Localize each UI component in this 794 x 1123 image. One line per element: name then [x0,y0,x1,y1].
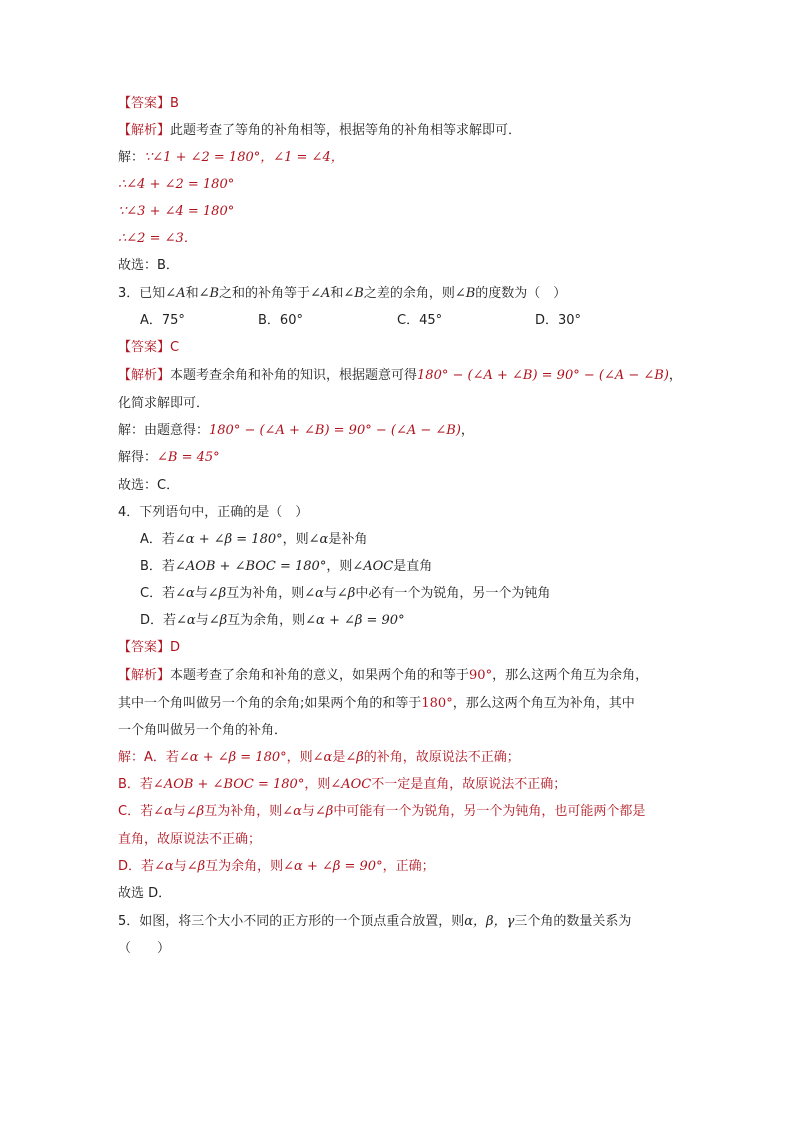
analysis-text: ， [668,368,682,383]
solution-text: ，则 [286,750,313,765]
q4-stem: 4．下列语句中，正确的是（ ） [118,505,309,520]
q2-choose-line: 故选：B． [118,258,179,273]
option-math: ∠β [208,613,228,628]
option-text: 是直角 [393,559,433,574]
stem-text: 的度数为（ ） [475,286,567,301]
option-text: 与 [194,586,208,601]
solution-text: 与 [173,859,187,874]
option-math: ∠α + ∠β = 90° [305,613,405,628]
analysis-text: ，那么这两个角互为补角，其中 [452,696,635,711]
option-math: ∠α [308,532,329,547]
solution-math: ∠β [186,859,206,874]
analysis-math: 180° [421,696,453,711]
solution-text: ，则 [304,777,331,792]
option-math: ∠β [336,586,356,601]
solution-math: ∠AOB + ∠BOC = 180° [152,777,305,792]
solution-text: 解：由题意得： [118,423,210,438]
q3-solution-line-2 [118,448,220,468]
option-text: A．若 [140,532,175,547]
stem-text: 和 [185,286,199,301]
solution-math: ∠AOC [330,777,372,792]
stem-text: 5．如图，将三个大小不同的正方形的一个顶点重合放置，则 [118,914,465,929]
solution-text: ，正确； [382,859,435,874]
solution-math: ∠β [314,804,334,819]
analysis-text: 本题考查余角和补角的知识，根据题意可得 [170,368,418,383]
solution-text: D．若 [118,859,155,874]
solution-math: ∠α [312,750,333,765]
solution-text: C．若 [118,804,154,819]
option-a: A．75° [140,313,185,328]
option-math: ∠AOB + ∠BOC = 180° [174,559,327,574]
stem-math: α，β，γ [464,914,515,929]
solution-math: ∠α [154,859,174,874]
solution-text: ， [460,423,474,438]
q4-analysis-line-1 [118,666,648,686]
option-text: 与 [323,586,337,601]
option-text: 与 [195,613,209,628]
answer-value: D [170,640,181,655]
q3-choose-line: 故选：C． [118,478,180,493]
analysis-tag: 【解析】 [118,123,171,138]
solution-text: 中可能有一个为锐角，另一个为钝角，也可能两个都是 [333,804,646,819]
option-text: ，则 [282,532,309,547]
analysis-math: 90° [469,668,493,683]
option-math: ∠α + ∠β = 180° [174,532,283,547]
stem-text: 三个角的数量关系为 [514,914,632,929]
option-text: ，则 [326,559,353,574]
solution-math: ∠α [282,804,302,819]
q3-analysis-line-2: 化简求解即可． [118,396,210,411]
solution-text: 与 [301,804,315,819]
stem-math: ∠B [198,286,220,301]
question-number: 3． [118,286,140,301]
option-c: C．45° [397,313,443,328]
stem-text: 和 [330,286,344,301]
stem-math: ∠A [310,286,331,301]
q4-solution-d [118,857,435,877]
option-math: ∠α [176,613,196,628]
solution-text: 解得： [118,450,158,465]
q2-analysis-line [118,121,521,141]
option-text: 互为余角，则 [227,613,306,628]
answer-tag: 【答案】 [118,340,171,355]
q5-stem-line-1 [118,912,631,932]
q4-option-b [140,557,432,577]
stem-text: 之和的补角等于 [219,286,311,301]
solution-text: B．若 [118,777,153,792]
q4-choose-line: 故选 D． [118,886,172,901]
solution-text: 解：A．若 [118,750,179,765]
q3-analysis-line-1 [118,366,682,386]
option-text: D．若 [140,613,177,628]
solution-formula: ∠B = 45° [157,450,220,465]
q4-analysis-line-3: 一个角叫做另一个角的补角． [118,723,288,738]
q2-answer-line [118,94,179,114]
answer-tag: 【答案】 [118,96,171,111]
stem-math: ∠A [165,286,186,301]
solution-text: 互为补角，则 [204,804,283,819]
q4-option-d [140,611,405,631]
q5-stem-line-2: （ ） [118,941,171,956]
option-math: ∠α [304,586,324,601]
solution-math: ∠α + ∠β = 90° [283,859,383,874]
q2-solution-line-1 [118,148,344,168]
solution-math: ∠β [345,750,364,765]
analysis-text: 其中一个角叫做另一个角的余角;如果两个角的和等于 [118,696,422,711]
q4-solution-c-2: 直角，故原说法不正确； [118,832,262,847]
analysis-text: 此题考查了等角的补角相等，根据等角的补角相等求解即可． [170,123,522,138]
q2-solution-line-4: ∴∠2 = ∠3． [118,231,197,246]
solution-formula: 180° − (∠A + ∠B) = 90° − (∠A − ∠B) [209,423,461,438]
option-text: B．若 [140,559,175,574]
stem-math: ∠B [343,286,364,301]
q3-answer-line [118,338,179,358]
solution-math: ∠α [153,804,173,819]
option-text: 中必有一个为锐角，另一个为钝角 [355,586,551,601]
stem-text: 已知 [139,286,166,301]
solution-text: 的补角，故原说法不正确； [363,750,520,765]
solution-formula: ∵∠1 + ∠2 = 180°，∠1 = ∠4， [144,150,344,165]
solution-text: 与 [172,804,186,819]
analysis-text: 本题考查了余角和补角的意义，如果两个角的和等于 [170,668,470,683]
q4-solution-c [118,802,645,822]
analysis-text: ，那么这两个角互为余角， [492,668,649,683]
option-math: ∠α [175,586,195,601]
analysis-tag: 【解析】 [118,668,171,683]
solution-math: ∠α + ∠β = 180° [178,750,287,765]
solution-text: 不一定是直角，故原说法不正确； [371,777,567,792]
option-math: ∠AOC [352,559,394,574]
q2-solution-line-3: ∵∠3 + ∠4 = 180° [118,204,235,219]
option-text: C．若 [140,586,176,601]
q4-solution-a [118,748,520,768]
q3-options [118,311,688,331]
analysis-formula: 180° − (∠A + ∠B) = 90° − (∠A − ∠B) [417,368,669,383]
q3-solution-line-1 [118,421,474,441]
q4-answer-line [118,638,180,658]
answer-value: C [170,340,180,355]
option-b: B．60° [258,313,303,328]
q4-solution-b [118,775,566,795]
answer-value: B [170,96,179,111]
answer-tag: 【答案】 [118,640,171,655]
option-text: 互为补角，则 [226,586,305,601]
q4-analysis-line-2 [118,694,635,714]
solution-text: 是 [332,750,346,765]
solution-math: ∠β [185,804,205,819]
analysis-tag: 【解析】 [118,368,171,383]
option-d: D．30° [535,313,582,328]
q3-stem [118,284,566,304]
option-math: ∠β [207,586,227,601]
stem-math: ∠B [454,286,476,301]
solution-prefix: 解： [118,150,145,165]
q4-option-c [140,584,550,604]
option-text: 是补角 [328,532,368,547]
solution-text: 互为余角，则 [205,859,284,874]
stem-text: 之差的余角，则 [363,286,455,301]
q4-option-a [140,530,367,550]
q2-solution-line-2: ∴∠4 + ∠2 = 180° [118,177,235,192]
